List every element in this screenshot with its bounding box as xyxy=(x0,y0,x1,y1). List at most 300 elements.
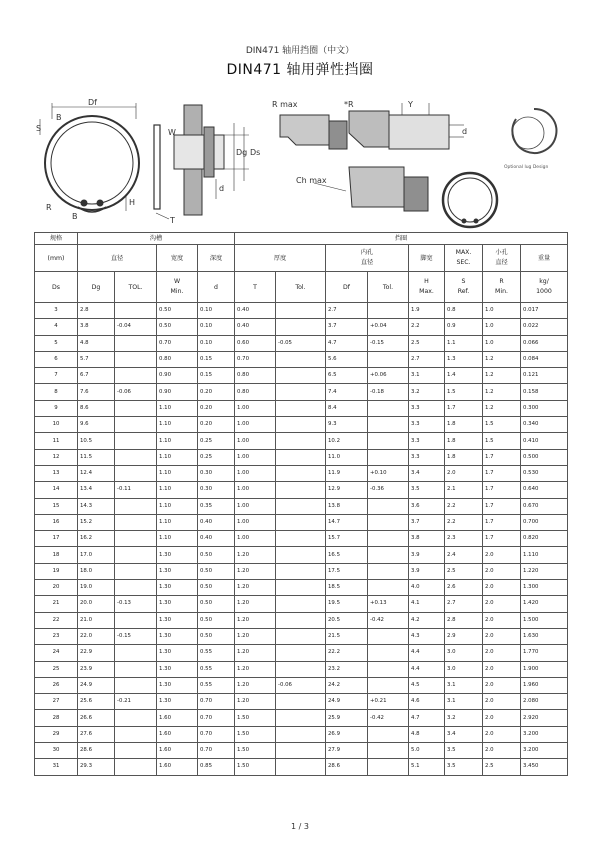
cell-dg-tol xyxy=(115,580,157,596)
cell-df: 28.6 xyxy=(326,759,368,775)
cell-df: 26.9 xyxy=(326,726,368,742)
header-max-2: SEC. xyxy=(456,259,471,266)
cell-h: 3.7 xyxy=(409,514,445,530)
cell-kg: 0.158 xyxy=(521,384,568,400)
cell-r: 1.7 xyxy=(483,498,521,514)
cell-s: 2.0 xyxy=(445,465,483,481)
cell-df: 20.5 xyxy=(326,612,368,628)
header-thickness: 厚度 xyxy=(235,245,326,272)
cell-r: 1.2 xyxy=(483,351,521,367)
cell-r: 1.7 xyxy=(483,465,521,481)
cell-h: 4.5 xyxy=(409,677,445,693)
cell-d: 0.55 xyxy=(198,677,235,693)
cell-s: 1.3 xyxy=(445,351,483,367)
cell-t: 1.00 xyxy=(235,465,276,481)
cell-dg-tol xyxy=(115,726,157,742)
cell-dg: 23.9 xyxy=(78,661,115,677)
cell-w: 1.30 xyxy=(157,677,198,693)
cell-t: 1.20 xyxy=(235,563,276,579)
cell-dg-tol: -0.06 xyxy=(115,384,157,400)
table-row xyxy=(35,351,568,367)
cell-df-tol: -0.42 xyxy=(368,710,409,726)
cell-dg-tol xyxy=(115,368,157,384)
table-row xyxy=(35,726,568,742)
cell-kg: 1.900 xyxy=(521,661,568,677)
cell-t: 0.70 xyxy=(235,351,276,367)
cell-h: 2.5 xyxy=(409,335,445,351)
cell-df: 18.5 xyxy=(326,580,368,596)
cell-h: 2.2 xyxy=(409,319,445,335)
table-row xyxy=(35,319,568,335)
cell-dg-tol xyxy=(115,563,157,579)
cell-r: 1.7 xyxy=(483,482,521,498)
cell-s: 3.2 xyxy=(445,710,483,726)
figure-label-star-r: *R xyxy=(344,100,354,109)
cell-df: 7.4 xyxy=(326,384,368,400)
cell-dg-tol xyxy=(115,531,157,547)
cell-t-tol xyxy=(276,661,326,677)
cell-h: 4.4 xyxy=(409,661,445,677)
cell-dg-tol xyxy=(115,498,157,514)
table-row xyxy=(35,547,568,563)
cell-dg-tol xyxy=(115,547,157,563)
cell-r: 2.0 xyxy=(483,596,521,612)
spec-table xyxy=(34,232,568,776)
cell-df-tol xyxy=(368,661,409,677)
cell-t: 1.00 xyxy=(235,482,276,498)
cell-t-tol xyxy=(276,710,326,726)
cell-dg: 18.0 xyxy=(78,563,115,579)
cell-d: 0.50 xyxy=(198,628,235,644)
cell-kg: 0.066 xyxy=(521,335,568,351)
header-width: 宽度 xyxy=(157,245,198,272)
cell-df-tol xyxy=(368,547,409,563)
cell-w: 0.70 xyxy=(157,335,198,351)
cell-w: 1.30 xyxy=(157,596,198,612)
cell-t: 1.20 xyxy=(235,661,276,677)
cell-r: 2.0 xyxy=(483,612,521,628)
cell-ds: 9 xyxy=(35,400,78,416)
cell-t-tol xyxy=(276,368,326,384)
figure-label-d-detail: d xyxy=(462,127,468,136)
cell-s: 1.1 xyxy=(445,335,483,351)
header-spec: 规格 xyxy=(35,233,78,245)
cell-r: 2.0 xyxy=(483,580,521,596)
optional-lug-design xyxy=(512,109,556,153)
cell-t-tol xyxy=(276,645,326,661)
cell-s: 1.7 xyxy=(445,400,483,416)
cell-kg: 0.500 xyxy=(521,449,568,465)
cell-kg: 0.300 xyxy=(521,400,568,416)
cell-kg: 3.200 xyxy=(521,726,568,742)
cell-dg-tol xyxy=(115,661,157,677)
cell-d: 0.10 xyxy=(198,303,235,319)
cell-s: 2.4 xyxy=(445,547,483,563)
header-diameter: 直径 xyxy=(78,245,157,272)
cell-kg: 0.084 xyxy=(521,351,568,367)
cell-df: 22.2 xyxy=(326,645,368,661)
cell-d: 0.20 xyxy=(198,384,235,400)
cell-dg: 29.3 xyxy=(78,759,115,775)
cell-r: 1.2 xyxy=(483,368,521,384)
cell-kg: 0.017 xyxy=(521,303,568,319)
col-ds: Ds xyxy=(35,272,78,303)
col-dg: Dg xyxy=(78,272,115,303)
cell-t-tol xyxy=(276,612,326,628)
cell-w: 1.10 xyxy=(157,400,198,416)
cell-h: 4.2 xyxy=(409,612,445,628)
col-w-2: Min. xyxy=(170,288,184,295)
cell-kg: 0.340 xyxy=(521,417,568,433)
cell-t: 1.50 xyxy=(235,759,276,775)
cell-w: 1.10 xyxy=(157,433,198,449)
cell-df-tol: -0.42 xyxy=(368,612,409,628)
cell-df-tol xyxy=(368,743,409,759)
technical-drawing xyxy=(34,95,567,231)
cell-h: 3.3 xyxy=(409,417,445,433)
table-row xyxy=(35,580,568,596)
table-row xyxy=(35,531,568,547)
cell-dg-tol: -0.21 xyxy=(115,694,157,710)
page-number: 1 / 3 xyxy=(291,822,309,831)
cell-s: 0.9 xyxy=(445,319,483,335)
header-groove: 沟槽 xyxy=(78,233,235,245)
cell-r: 2.0 xyxy=(483,743,521,759)
cell-t-tol xyxy=(276,628,326,644)
cell-r: 1.0 xyxy=(483,319,521,335)
figure-label-t: T xyxy=(170,216,175,225)
cell-r: 2.0 xyxy=(483,726,521,742)
cell-h: 4.3 xyxy=(409,628,445,644)
cell-h: 5.0 xyxy=(409,743,445,759)
cell-h: 2.7 xyxy=(409,351,445,367)
cell-w: 1.30 xyxy=(157,628,198,644)
cell-kg: 1.630 xyxy=(521,628,568,644)
cell-h: 3.4 xyxy=(409,465,445,481)
cell-dg: 22.0 xyxy=(78,628,115,644)
cell-kg: 1.300 xyxy=(521,580,568,596)
figure-label-chmax: Ch max xyxy=(296,176,327,185)
cell-df-tol: +0.21 xyxy=(368,694,409,710)
cell-df-tol: -0.18 xyxy=(368,384,409,400)
col-r-1: R xyxy=(499,278,504,285)
cell-df-tol xyxy=(368,645,409,661)
table-row xyxy=(35,400,568,416)
cell-dg: 11.5 xyxy=(78,449,115,465)
cell-t-tol xyxy=(276,433,326,449)
cell-ds: 3 xyxy=(35,303,78,319)
cell-df-tol: +0.10 xyxy=(368,465,409,481)
table-row xyxy=(35,759,568,775)
cell-w: 0.50 xyxy=(157,319,198,335)
cell-d: 0.70 xyxy=(198,726,235,742)
cell-d: 0.40 xyxy=(198,514,235,530)
cell-dg: 3.8 xyxy=(78,319,115,335)
cell-d: 0.30 xyxy=(198,465,235,481)
cell-d: 0.85 xyxy=(198,759,235,775)
cell-dg-tol xyxy=(115,303,157,319)
table-row xyxy=(35,710,568,726)
cell-h: 5.1 xyxy=(409,759,445,775)
cell-r: 1.5 xyxy=(483,433,521,449)
cell-kg: 3.450 xyxy=(521,759,568,775)
cell-r: 1.5 xyxy=(483,417,521,433)
cell-df: 13.8 xyxy=(326,498,368,514)
cell-df: 17.5 xyxy=(326,563,368,579)
cell-kg: 2.080 xyxy=(521,694,568,710)
cell-df: 25.9 xyxy=(326,710,368,726)
cell-w: 1.30 xyxy=(157,612,198,628)
cell-dg-tol xyxy=(115,759,157,775)
cell-s: 0.8 xyxy=(445,303,483,319)
cell-ds: 21 xyxy=(35,596,78,612)
cell-dg: 21.0 xyxy=(78,612,115,628)
table-row xyxy=(35,677,568,693)
cell-t: 1.50 xyxy=(235,726,276,742)
cell-df: 9.3 xyxy=(326,417,368,433)
cell-r: 1.7 xyxy=(483,514,521,530)
cell-s: 2.9 xyxy=(445,628,483,644)
cell-r: 1.7 xyxy=(483,449,521,465)
cell-d: 0.10 xyxy=(198,319,235,335)
cell-dg: 2.8 xyxy=(78,303,115,319)
cell-t-tol xyxy=(276,417,326,433)
cell-t: 1.00 xyxy=(235,400,276,416)
cell-s: 3.5 xyxy=(445,759,483,775)
cell-kg: 0.022 xyxy=(521,319,568,335)
table-row xyxy=(35,661,568,677)
table-body xyxy=(35,303,568,776)
header-mm: (mm) xyxy=(35,245,78,272)
cell-dg: 9.6 xyxy=(78,417,115,433)
col-s xyxy=(445,272,483,303)
col-t: T xyxy=(235,272,276,303)
cell-ds: 16 xyxy=(35,514,78,530)
cell-ds: 23 xyxy=(35,628,78,644)
figure-label-h: H xyxy=(129,198,136,207)
cell-dg: 26.6 xyxy=(78,710,115,726)
header-depth: 深度 xyxy=(198,245,235,272)
cell-w: 1.60 xyxy=(157,759,198,775)
cell-dg: 12.4 xyxy=(78,465,115,481)
cell-df-tol xyxy=(368,628,409,644)
cell-df-tol xyxy=(368,498,409,514)
figure-label-r: R xyxy=(46,203,52,212)
cell-dg: 13.4 xyxy=(78,482,115,498)
cell-s: 3.4 xyxy=(445,726,483,742)
cell-dg: 8.6 xyxy=(78,400,115,416)
detail-views xyxy=(280,103,464,211)
cell-r: 2.0 xyxy=(483,661,521,677)
cell-w: 1.10 xyxy=(157,482,198,498)
cell-r: 2.0 xyxy=(483,563,521,579)
figure-label-rmax: R max xyxy=(272,100,298,109)
cell-s: 2.1 xyxy=(445,482,483,498)
cell-df-tol xyxy=(368,400,409,416)
col-d: d xyxy=(198,272,235,303)
ring-front-view xyxy=(40,103,139,212)
col-h-1: H xyxy=(424,278,429,285)
cell-d: 0.70 xyxy=(198,710,235,726)
cell-df-tol xyxy=(368,433,409,449)
cell-ds: 4 xyxy=(35,319,78,335)
cell-s: 3.0 xyxy=(445,661,483,677)
cell-ds: 6 xyxy=(35,351,78,367)
cell-t: 1.00 xyxy=(235,531,276,547)
cell-t-tol xyxy=(276,351,326,367)
cell-ds: 22 xyxy=(35,612,78,628)
figure-label-s: S xyxy=(36,124,42,133)
col-kg-2: 1000 xyxy=(536,288,552,295)
cell-t: 1.00 xyxy=(235,417,276,433)
cell-ds: 27 xyxy=(35,694,78,710)
cell-df-tol xyxy=(368,563,409,579)
cell-df-tol xyxy=(368,449,409,465)
cell-dg: 14.3 xyxy=(78,498,115,514)
cell-s: 2.6 xyxy=(445,580,483,596)
cell-kg: 0.530 xyxy=(521,465,568,481)
cell-dg: 22.9 xyxy=(78,645,115,661)
cell-df-tol xyxy=(368,417,409,433)
cell-kg: 1.770 xyxy=(521,645,568,661)
cell-dg: 27.6 xyxy=(78,726,115,742)
figure-label-y: Y xyxy=(408,100,413,109)
cell-kg: 1.960 xyxy=(521,677,568,693)
cell-ds: 29 xyxy=(35,726,78,742)
header-lug: 脚宽 xyxy=(409,245,445,272)
cell-h: 4.0 xyxy=(409,580,445,596)
cell-df-tol: -0.36 xyxy=(368,482,409,498)
cell-t: 1.20 xyxy=(235,547,276,563)
cell-df-tol xyxy=(368,303,409,319)
cell-dg: 7.6 xyxy=(78,384,115,400)
col-dg-tol: TOL. xyxy=(115,272,157,303)
cell-dg: 24.9 xyxy=(78,677,115,693)
cell-t: 1.20 xyxy=(235,628,276,644)
cell-df: 11.0 xyxy=(326,449,368,465)
table-row xyxy=(35,465,568,481)
page-title: DIN471 轴用弹性挡圈 xyxy=(226,62,374,78)
cell-r: 1.2 xyxy=(483,384,521,400)
cell-dg-tol xyxy=(115,710,157,726)
cell-s: 1.8 xyxy=(445,417,483,433)
cell-t: 0.80 xyxy=(235,384,276,400)
cell-ds: 25 xyxy=(35,661,78,677)
cell-kg: 1.110 xyxy=(521,547,568,563)
cell-d: 0.70 xyxy=(198,694,235,710)
table-row xyxy=(35,417,568,433)
cell-w: 1.30 xyxy=(157,694,198,710)
cell-dg: 19.0 xyxy=(78,580,115,596)
cell-t-tol xyxy=(276,319,326,335)
table-row xyxy=(35,335,568,351)
cell-d: 0.40 xyxy=(198,531,235,547)
cell-d: 0.30 xyxy=(198,482,235,498)
cell-t: 1.00 xyxy=(235,433,276,449)
cell-s: 2.8 xyxy=(445,612,483,628)
cell-t: 1.20 xyxy=(235,677,276,693)
cell-t-tol xyxy=(276,384,326,400)
cell-kg: 1.500 xyxy=(521,612,568,628)
cell-t: 1.00 xyxy=(235,449,276,465)
cell-s: 3.5 xyxy=(445,743,483,759)
cell-ds: 18 xyxy=(35,547,78,563)
col-h-2: Max. xyxy=(419,288,434,295)
cell-w: 0.50 xyxy=(157,303,198,319)
cell-h: 1.9 xyxy=(409,303,445,319)
table-row xyxy=(35,433,568,449)
cell-r: 2.0 xyxy=(483,677,521,693)
cell-df-tol xyxy=(368,580,409,596)
cell-dg-tol: -0.11 xyxy=(115,482,157,498)
table-row xyxy=(35,514,568,530)
figure-label-d-shaft: d xyxy=(219,184,225,193)
cell-dg: 15.2 xyxy=(78,514,115,530)
cell-d: 0.15 xyxy=(198,368,235,384)
header-weight: 重量 xyxy=(521,245,568,272)
cell-dg: 16.2 xyxy=(78,531,115,547)
cell-d: 0.50 xyxy=(198,580,235,596)
cell-ds: 24 xyxy=(35,645,78,661)
cell-df-tol xyxy=(368,726,409,742)
cell-w: 1.30 xyxy=(157,645,198,661)
cell-w: 1.60 xyxy=(157,743,198,759)
table-row xyxy=(35,596,568,612)
cell-df: 27.9 xyxy=(326,743,368,759)
cell-df: 24.2 xyxy=(326,677,368,693)
cell-df: 12.9 xyxy=(326,482,368,498)
cell-h: 3.5 xyxy=(409,482,445,498)
cell-df: 19.5 xyxy=(326,596,368,612)
col-w-1: W xyxy=(173,278,181,285)
cell-df-tol xyxy=(368,759,409,775)
cell-t: 1.50 xyxy=(235,743,276,759)
cell-kg: 0.121 xyxy=(521,368,568,384)
table-row xyxy=(35,612,568,628)
cell-dg-tol xyxy=(115,335,157,351)
cell-df: 4.7 xyxy=(326,335,368,351)
cell-df-tol: +0.13 xyxy=(368,596,409,612)
cell-r: 1.0 xyxy=(483,335,521,351)
header-max-1: MAX. xyxy=(455,249,472,256)
cell-dg: 20.0 xyxy=(78,596,115,612)
cell-ds: 31 xyxy=(35,759,78,775)
cell-ds: 14 xyxy=(35,482,78,498)
cell-r: 2.0 xyxy=(483,547,521,563)
cell-s: 1.4 xyxy=(445,368,483,384)
cell-d: 0.50 xyxy=(198,612,235,628)
cell-t: 1.50 xyxy=(235,710,276,726)
cell-ds: 8 xyxy=(35,384,78,400)
col-s-2: Ref. xyxy=(457,288,470,295)
cell-r: 2.5 xyxy=(483,759,521,775)
cell-d: 0.70 xyxy=(198,743,235,759)
table-row xyxy=(35,743,568,759)
header-bore-1: 内孔 xyxy=(360,249,374,256)
cell-dg-tol xyxy=(115,433,157,449)
table-row xyxy=(35,498,568,514)
cell-w: 1.30 xyxy=(157,580,198,596)
cell-h: 4.6 xyxy=(409,694,445,710)
cell-s: 3.1 xyxy=(445,694,483,710)
cell-d: 0.15 xyxy=(198,351,235,367)
cell-t-tol xyxy=(276,400,326,416)
cell-w: 1.30 xyxy=(157,661,198,677)
cell-kg: 1.420 xyxy=(521,596,568,612)
page-header: DIN471 轴用挡圈（中文） xyxy=(245,46,355,56)
cell-dg-tol: -0.13 xyxy=(115,596,157,612)
cell-h: 3.8 xyxy=(409,531,445,547)
